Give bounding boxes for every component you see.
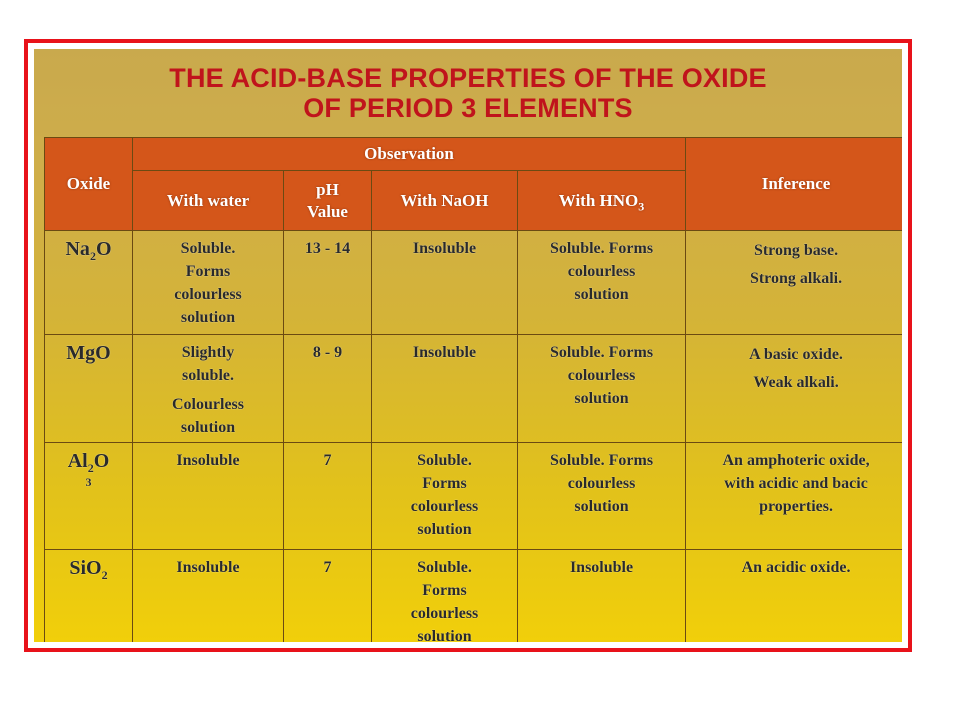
table-row xyxy=(45,550,903,643)
hno3-line: colourless xyxy=(567,367,636,384)
water-line: Colourless xyxy=(172,396,244,413)
water-line: colourless xyxy=(174,286,242,303)
hno3-line: Soluble. Forms xyxy=(549,452,654,469)
hno3-line: Soluble. Forms xyxy=(549,344,654,361)
oxide-formula: SiO xyxy=(69,557,102,579)
inference-line: Strong base. xyxy=(753,242,839,259)
header-ph-value xyxy=(284,171,372,231)
header-oxide: Oxide xyxy=(45,138,133,231)
inference-line: Weak alkali. xyxy=(753,374,839,391)
header-ph-line1: pH xyxy=(316,179,339,199)
water-line: Forms xyxy=(185,263,231,280)
naoh-cell xyxy=(372,550,518,643)
header-inference: Inference xyxy=(686,138,902,231)
water-line: soluble. xyxy=(181,367,234,384)
hno3-line: solution xyxy=(574,498,629,515)
ph-cell: 7 xyxy=(284,550,372,643)
water-cell xyxy=(133,443,284,550)
oxide-cell xyxy=(45,443,133,550)
naoh-cell xyxy=(372,231,518,335)
oxide-formula: Al xyxy=(67,450,88,472)
hno3-cell xyxy=(518,335,686,443)
naoh-line: colourless xyxy=(410,605,479,622)
header-observation: Observation xyxy=(133,138,686,171)
oxide-wrapped-subscript: 3 xyxy=(85,475,92,489)
inference-cell xyxy=(686,550,902,643)
water-cell xyxy=(133,231,284,335)
header-hno3-sub: 3 xyxy=(638,198,645,213)
oxide-formula-tail: O xyxy=(95,238,112,260)
inference-line: A basic oxide. xyxy=(749,346,843,363)
water-cell xyxy=(133,550,284,643)
ph-cell: 7 xyxy=(284,443,372,550)
naoh-line: solution xyxy=(417,521,472,538)
water-line: Slightly xyxy=(181,344,235,361)
inference-cell xyxy=(686,335,902,443)
hno3-line: solution xyxy=(574,390,629,407)
oxide-cell xyxy=(45,550,133,643)
naoh-line: solution xyxy=(417,628,472,642)
hno3-cell xyxy=(518,231,686,335)
hno3-line: Insoluble xyxy=(569,559,634,576)
hno3-line: Soluble. Forms xyxy=(549,240,654,257)
inference-line: An acidic oxide. xyxy=(741,559,851,576)
header-hno3-base: With HNO xyxy=(558,190,639,210)
table-row xyxy=(45,335,903,443)
inference-line: properties. xyxy=(759,498,833,515)
naoh-cell xyxy=(372,443,518,550)
hno3-line: colourless xyxy=(567,263,636,280)
inference-cell xyxy=(686,443,902,550)
table-row xyxy=(45,231,903,335)
oxide-formula: Na xyxy=(65,238,90,260)
water-line: Insoluble xyxy=(176,559,240,576)
naoh-line: Forms xyxy=(422,475,467,492)
naoh-cell xyxy=(372,335,518,443)
inference-line: An amphoteric oxide, xyxy=(722,452,870,469)
oxide-subscript: 2 xyxy=(101,568,108,582)
slide-frame xyxy=(24,39,912,652)
oxide-formula-tail: O xyxy=(93,450,110,472)
oxide-cell xyxy=(45,231,133,335)
header-with-hno3 xyxy=(518,171,686,231)
naoh-line: Forms xyxy=(422,582,467,599)
oxide-formula: MgO xyxy=(66,342,111,364)
naoh-line: Insoluble xyxy=(412,344,477,361)
naoh-line: Soluble. xyxy=(417,559,472,576)
inference-line: Strong alkali. xyxy=(749,270,843,287)
title-line-1: THE ACID-BASE PROPERTIES OF THE OXIDE xyxy=(169,63,767,93)
ph-cell: 8 - 9 xyxy=(284,335,372,443)
hno3-cell xyxy=(518,550,686,643)
naoh-line: colourless xyxy=(410,498,479,515)
inference-cell xyxy=(686,231,902,335)
header-ph-line2: Value xyxy=(307,201,348,221)
inference-line: with acidic and bacic xyxy=(724,475,868,492)
title-line-2: OF PERIOD 3 ELEMENTS xyxy=(303,93,633,123)
header-with-naoh: With NaOH xyxy=(372,171,518,231)
page-title xyxy=(34,63,902,123)
oxide-subscript: 2 xyxy=(89,249,96,263)
ph-cell: 13 - 14 xyxy=(284,231,372,335)
oxide-subscript: 2 xyxy=(87,461,94,475)
acid-base-table xyxy=(44,137,902,642)
hno3-line: colourless xyxy=(567,475,636,492)
water-cell xyxy=(133,335,284,443)
hno3-line: solution xyxy=(574,286,629,303)
water-line: solution xyxy=(180,309,236,326)
table-row xyxy=(45,443,903,550)
water-line: solution xyxy=(180,419,236,436)
slide-panel xyxy=(34,49,902,642)
naoh-line: Insoluble xyxy=(412,240,477,257)
header-with-water: With water xyxy=(133,171,284,231)
hno3-cell xyxy=(518,443,686,550)
oxide-cell xyxy=(45,335,133,443)
naoh-line: Soluble. xyxy=(417,452,472,469)
water-line: Insoluble xyxy=(176,452,240,469)
water-line: Soluble. xyxy=(180,240,236,257)
